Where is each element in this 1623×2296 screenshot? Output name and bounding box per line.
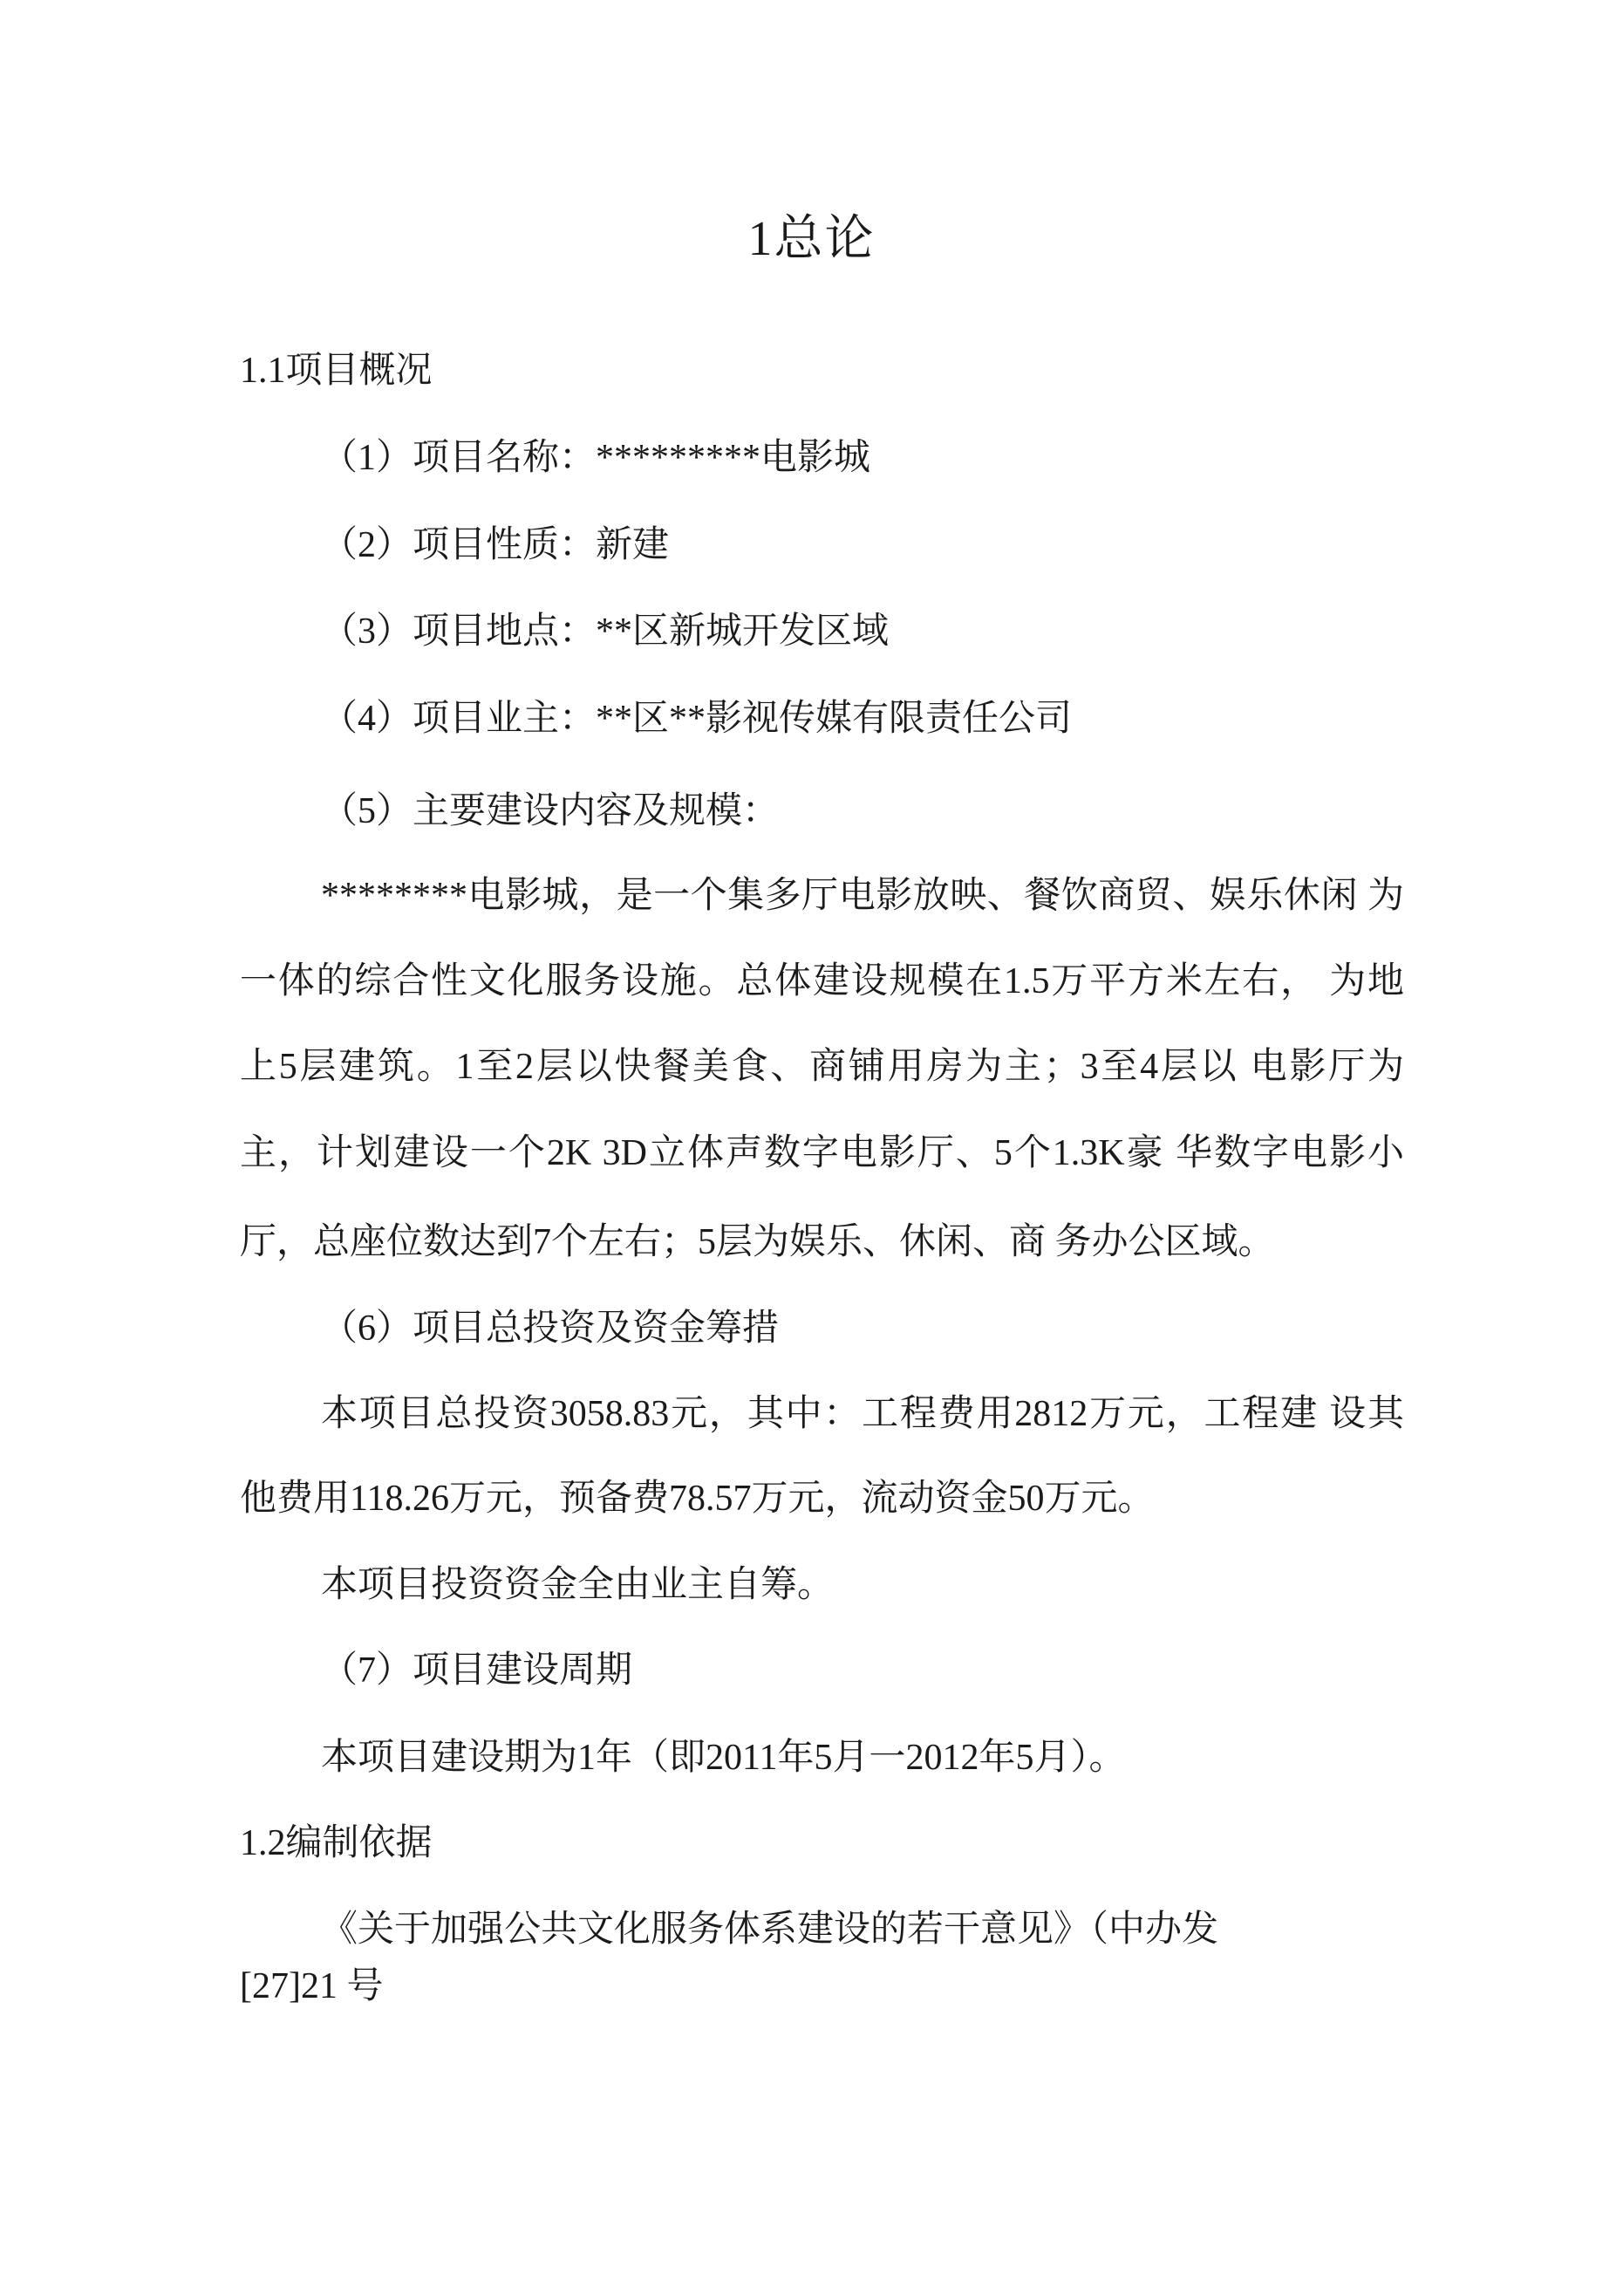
paragraph-line: 本项目总投资3058.83元，其中：工程费用2812万元，工程建 设其 bbox=[321, 1394, 1404, 1434]
chapter-title: 1总论 bbox=[747, 212, 876, 266]
item-project-location: （3）项目地点：**区新城开发区域 bbox=[321, 612, 890, 652]
item-project-nature: （2）项目性质：新建 bbox=[321, 525, 670, 565]
item-investment: （6）项目总投资及资金筹措 bbox=[321, 1309, 780, 1349]
paragraph-line: 上5层建筑。1至2层以快餐美食、商铺用房为主；3至4层以 电影厅为 bbox=[240, 1047, 1404, 1087]
paragraph-line: 厅，总座位数达到7个左右；5层为娱乐、休闲、商 务办公区域。 bbox=[240, 1222, 1275, 1262]
item-project-name: （1）项目名称：*********电影城 bbox=[321, 438, 871, 478]
paragraph-line: 一体的综合性文化服务设施。总体建设规模在1.5万平方米左右， 为地 bbox=[240, 961, 1404, 1001]
paragraph-line: ********电影城，是一个集多厅电影放映、餐饮商贸、娱乐休闲 为 bbox=[321, 876, 1404, 916]
reference-line: [27]21 号 bbox=[240, 1966, 384, 2006]
item-project-owner: （4）项目业主：**区**影视传媒有限责任公司 bbox=[321, 699, 1073, 739]
item-construction-scope: （5）主要建设内容及规模： bbox=[321, 791, 780, 831]
paragraph-line: 他费用118.26万元，预备费78.57万元，流动资金50万元。 bbox=[240, 1479, 1155, 1519]
paragraph-line: 本项目投资资金全由业主自筹。 bbox=[321, 1565, 835, 1605]
reference-line: 《关于加强公共文化服务体系建设的若干意见》（中办发 bbox=[321, 1910, 1219, 1950]
paragraph-line: 本项目建设期为1年（即2011年5月一2012年5月）。 bbox=[321, 1738, 1126, 1778]
section-heading-1-2: 1.2编制依据 bbox=[240, 1823, 433, 1863]
section-heading-1-1: 1.1项目概况 bbox=[240, 351, 433, 391]
paragraph-line: 主，计划建设一个2K 3D立体声数字电影厅、5个1.3K豪 华数字电影小 bbox=[240, 1133, 1404, 1173]
item-construction-period: （7）项目建设周期 bbox=[321, 1650, 633, 1691]
